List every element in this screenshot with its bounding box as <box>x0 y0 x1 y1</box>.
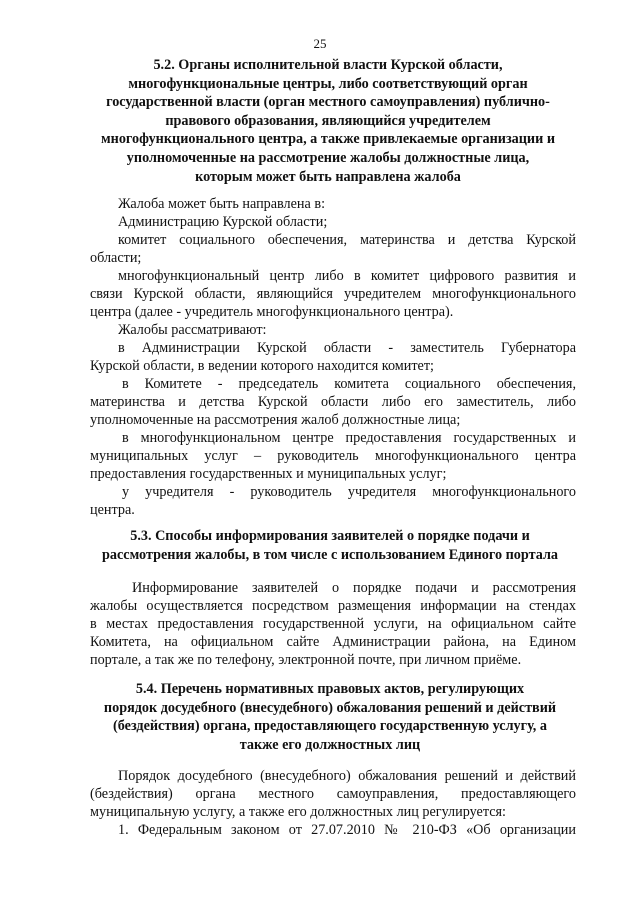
body-line: центра. <box>90 502 135 518</box>
section-5-4-heading <box>80 680 580 754</box>
body-line: центра (далее - учредитель многофункционального центра). <box>90 304 454 320</box>
heading-line: 5.2. Органы исполнительной власти Курской области, <box>153 57 503 73</box>
body-line: муниципальную услугу, а также его должностных лиц регулируется: <box>90 804 506 820</box>
body-line: Жалобы рассматривают: <box>118 322 267 338</box>
body-line: в многофункциональном центре предоставления государственных и <box>122 430 576 446</box>
heading-line: уполномоченные на рассмотрение жалобы должностные лица, <box>126 149 530 166</box>
heading-line: порядок досудебного (внесудебного) обжалования решений и действий <box>103 699 557 716</box>
heading-line: 5.3. Способы информирования заявителей о порядке подачи и <box>130 528 530 544</box>
body-line: (бездействия) органа местного самоуправления, предоставляющего <box>90 786 576 802</box>
body-line: Комитета, на официальном сайте Администрации района, на Едином <box>90 634 576 650</box>
body-line: в местах предоставления государственной услуги, на официальном сайте <box>90 616 576 632</box>
section-5-2-heading <box>70 56 586 186</box>
section-5-3-heading <box>80 527 580 564</box>
body-line: Информирование заявителей о порядке подачи и рассмотрения <box>132 580 576 596</box>
heading-line: рассмотрения жалобы, в том числе с использованием Единого портала <box>101 546 558 563</box>
body-line: материнства и детства Курской области либо его заместитель, либо <box>90 394 576 410</box>
body-line: области; <box>90 250 142 266</box>
heading-line: 5.4. Перечень нормативных правовых актов, регулирующих <box>135 681 525 697</box>
body-line: многофункциональный центр либо в комитет цифрового развития и <box>118 268 576 284</box>
body-line: в Комитете - председатель комитета социального обеспечения, <box>122 376 576 392</box>
body-line: портале, а так же по телефону, электронной почте, при личном приёме. <box>90 652 522 668</box>
heading-line: (бездействия) органа, предоставляющего государственную услугу, а <box>113 718 547 735</box>
body-line: жалобы осуществляется посредством размещения информации на стендах <box>90 598 576 614</box>
page-number: 25 <box>313 36 327 51</box>
body-line: уполномоченные на рассмотрения жалоб должностные лица; <box>90 412 461 428</box>
body-line: Жалоба может быть направлена в: <box>118 196 326 212</box>
body-line: у учредителя - руководитель учредителя многофункционального <box>122 484 576 500</box>
body-line: Порядок досудебного (внесудебного) обжалования решений и действий <box>118 768 576 784</box>
body-line: в Администрации Курской области - заместитель Губернатора <box>118 340 576 356</box>
heading-line: многофункциональные центры, либо соответствующий орган <box>128 75 528 92</box>
body-line: Администрацию Курской области; <box>118 214 328 230</box>
body-line: Курской области, в ведении которого находится комитет; <box>90 358 434 374</box>
body-line: муниципальных услуг – руководитель многофункционального центра <box>90 448 576 464</box>
heading-line: которым может быть направлена жалоба <box>195 168 461 185</box>
body-line: 1. Федеральным законом от 27.07.2010 № 210-ФЗ «Об организации <box>118 822 576 838</box>
heading-line: также его должностных лиц <box>239 736 421 753</box>
heading-line: многофункционального центра, а также привлекаемые организации и <box>101 131 555 148</box>
heading-line: правового образования, являющийся учредителем <box>165 112 491 129</box>
heading-line: государственной власти (орган местного самоуправления) публично- <box>106 94 550 111</box>
body-line: комитет социального обеспечения, материнства и детства Курской <box>118 232 576 248</box>
body-line: предоставления государственных и муниципальных услуг; <box>90 466 447 482</box>
body-line: связи Курской области, являющийся учредителем многофункционального <box>90 286 576 302</box>
